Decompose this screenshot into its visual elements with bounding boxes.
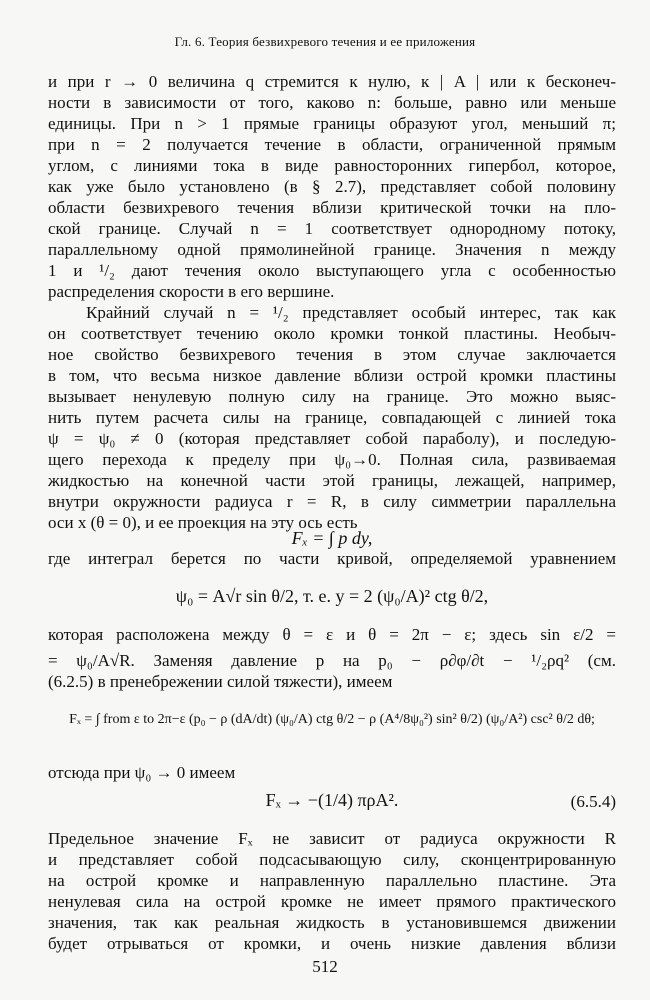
running-header: Гл. 6. Теория безвихревого течения и ее приложения <box>174 34 476 49</box>
text-line: которая расположена между θ = ε и θ = 2π − ε; здесь sin ε/2 = <box>48 625 616 644</box>
text-line: как уже было установлено (в § 2.7), представляет собой половину <box>48 177 616 196</box>
text-line: 1 и ¹/₂ дают течения около выступающего угла с особенностью <box>48 261 616 280</box>
text-line: углом, с линиями тока в виде равносторонних гипербол, которое, <box>48 156 616 175</box>
text-line: внутри окружности радиуса r = R, в силу симметрии параллельна <box>48 492 616 511</box>
page-number: 512 <box>312 957 338 976</box>
equation-number: (6.5.4) <box>570 792 616 811</box>
text-line: ψ = ψ₀ ≠ 0 (которая представляет собой параболу), и последую- <box>48 429 616 448</box>
text-line: ное свойство безвихревого течения в этом случае заключается <box>48 345 616 364</box>
text-line: на острой кромке и направленную параллельно пластине. Эта <box>48 871 616 890</box>
formula-force: Fₓ = ∫ p dy, <box>291 528 373 548</box>
text-line: ности в зависимости от того, каково n: больше, равно или меньше <box>48 93 616 112</box>
formula-limit: Fₓ → −(1/4) πρA². <box>265 790 399 810</box>
text-line: Предельное значение Fₓ не зависит от радиуса окружности R <box>48 829 616 848</box>
formula-integral: Fₓ = ∫ from ε to 2π−ε (p₀ − ρ (dA/dt) (ψ₀/A) ctg θ/2 − ρ (A⁴/8ψ₀²) sin² θ/2) (ψ₀/A²) csc² θ/2 dθ; <box>69 712 595 727</box>
text-line: Крайний случай n = ¹/₂ представляет особый интерес, так как <box>86 303 616 322</box>
text-line: будет отрываться от кромки, и очень низкие давления вблизи <box>48 934 616 953</box>
text-line: и представляет собой подсасывающую силу, сконцентрированную <box>48 850 616 869</box>
text-line: и при r → 0 величина q стремится к нулю, к | A | или к бесконеч- <box>48 72 616 91</box>
text-line: нить путем расчета силы на границе, совпадающей с линией тока <box>48 408 616 427</box>
text-line: ненулевая сила на острой кромке не имеет прямого практического <box>48 892 616 911</box>
text-line: жидкостью на конечной части этой границы, лежащей, например, <box>48 471 616 490</box>
text-line: параллельному одной прямолинейной границе. Значения n между <box>48 240 616 259</box>
formula-curve: ψ₀ = A√r sin θ/2, т. е. y = 2 (ψ₀/A)² ctg θ/2, <box>175 586 489 606</box>
text-line: (6.2.5) в пренебрежении силой тяжести), имеем <box>48 672 393 691</box>
text-line: единицы. При n > 1 прямые границы образуют угол, меньший π; <box>48 114 616 133</box>
text-line: отсюда при ψ₀ → 0 имеем <box>48 763 236 782</box>
text-line: области безвихревого течения вблизи критической точки на пло- <box>48 198 616 217</box>
text-line: он соответствует течению около кромки тонкой пластины. Необыч- <box>48 324 616 343</box>
text-line: вызывает ненулевую полную силу на границе. Это можно выяс- <box>48 387 616 406</box>
text-line: при n = 2 получается течение в области, ограниченной прямым <box>48 135 616 154</box>
text-line: значения, так как реальная жидкость в установившемся движении <box>48 913 616 932</box>
text-line: = ψ₀/A√R. Заменяя давление p на p₀ − ρ∂φ/∂t − ¹/₂ρq² (см. <box>48 651 616 670</box>
text-line: ской границе. Случай n = 1 соответствует однородному потоку, <box>48 219 616 238</box>
text-line: в том, что весьма низкое давление вблизи острой кромки пластины <box>48 366 616 385</box>
text-line: оси x (θ = 0), и ее проекция на эту ось есть <box>48 513 358 532</box>
text-line: щего перехода к пределу при ψ₀→0. Полная сила, развиваемая <box>48 450 616 469</box>
text-line: где интеграл берется по части кривой, определяемой уравнением <box>48 549 616 568</box>
text-line: распределения скорости в его вершине. <box>48 282 335 301</box>
